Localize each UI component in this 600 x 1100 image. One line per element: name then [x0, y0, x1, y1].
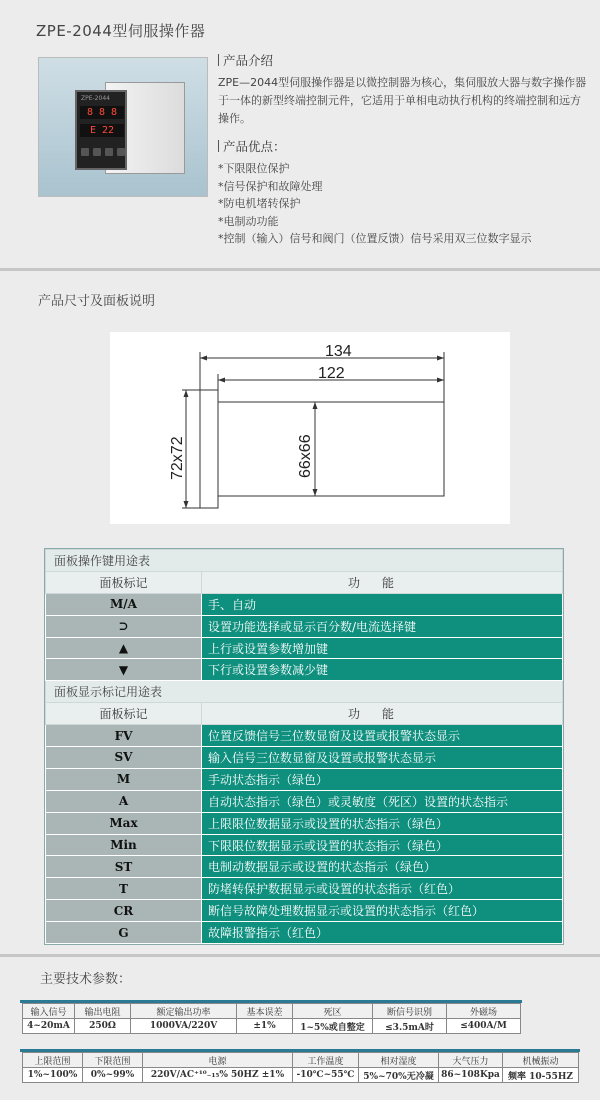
advantage-item: * 信号保护和故障处理 [218, 178, 590, 196]
advantage-item: * 电制动功能 [218, 213, 590, 231]
table-row [46, 725, 563, 747]
section-divider [0, 954, 600, 957]
spec-value: 86~108Kpa [439, 1068, 503, 1083]
table-row [46, 747, 563, 769]
key-mark: ⊃ [46, 615, 202, 637]
spec-value: 1~5%或自整定 [293, 1019, 373, 1034]
display-mark: ST [46, 856, 202, 878]
tech-params-title: 主要技术参数： [40, 972, 132, 987]
spec-header: 额定输出功率 [131, 1004, 237, 1019]
panel-table [45, 549, 563, 944]
spec-value: 250Ω [75, 1019, 131, 1034]
display-function: 防堵转保护数据显示或设置的状态指示（红色） [202, 878, 563, 900]
table-row [46, 922, 563, 944]
led-display-bottom: E 22 [80, 124, 124, 137]
key-mark: M/A [46, 593, 202, 615]
display-function: 输入信号三位数显窗及设置或报警状态显示 [202, 747, 563, 769]
table-row [46, 615, 563, 637]
display-function: 故障报警指示（红色） [202, 922, 563, 944]
dimension-diagram [110, 332, 510, 524]
advantages-heading: 产品优点： [218, 138, 590, 156]
section-divider [0, 268, 600, 271]
spec-value: 频率 10-55HZ [503, 1068, 579, 1083]
spec-value: -10℃~55℃ [293, 1068, 359, 1083]
spec-value: ±1% [237, 1019, 293, 1034]
display-function: 电制动数据显示或设置的状态指示（绿色） [202, 856, 563, 878]
keys-col-function: 功能 [202, 571, 563, 593]
advantage-item: * 控制（输入）信号和阀门（位置反馈）信号采用双三位数字显示 [218, 230, 590, 248]
front-bezel-outline [200, 390, 218, 508]
dim-122-label: 122 [318, 365, 345, 382]
dimension-drawing [110, 332, 510, 524]
spec-header: 输出电阻 [75, 1004, 131, 1019]
table-row [46, 900, 563, 922]
spec-header: 上限范围 [23, 1053, 83, 1068]
table-row [46, 790, 563, 812]
device-panel [75, 90, 127, 170]
display-col-mark: 面板标记 [46, 703, 202, 725]
table-row [46, 812, 563, 834]
table-row [46, 593, 563, 615]
spec-header: 输入信号 [23, 1004, 75, 1019]
spec-header: 相对湿度 [359, 1053, 439, 1068]
spec-header: 机械振动 [503, 1053, 579, 1068]
table-row [46, 659, 563, 681]
key-mark: ▼ [46, 659, 202, 681]
table-row [46, 768, 563, 790]
keys-col-mark: 面板标记 [46, 571, 202, 593]
display-mark: T [46, 878, 202, 900]
spec-header: 死区 [293, 1004, 373, 1019]
display-mark: Min [46, 834, 202, 856]
spec-header: 电源 [143, 1053, 293, 1068]
dimensions-title: 产品尺寸及面板说明 [38, 294, 156, 309]
spec-value: 1%~100% [23, 1068, 83, 1083]
spec-value: ≤3.5mA时 [373, 1019, 447, 1034]
panel-tables [44, 548, 564, 945]
led-display-top: 8 8 8 [80, 106, 124, 119]
advantage-item: * 下限限位保护 [218, 160, 590, 178]
display-mark: SV [46, 747, 202, 769]
device-keys [81, 142, 125, 162]
spec-value: 220V/AC⁺¹⁰₋₁₅% 50HZ ±1% [143, 1068, 293, 1083]
page-title: ZPE-2044型伺服操作器 [36, 22, 206, 40]
spec-header: 下限范围 [83, 1053, 143, 1068]
advantages-section [218, 138, 590, 248]
servo-operator-image [57, 76, 191, 180]
table-row [46, 856, 563, 878]
display-function: 上限限位数据显示或设置的状态指示（绿色） [202, 812, 563, 834]
display-function: 手动状态指示（绿色） [202, 768, 563, 790]
key-function: 上行或设置参数增加键 [202, 637, 563, 659]
display-function: 下限限位数据显示或设置的状态指示（绿色） [202, 834, 563, 856]
advantages-list [218, 160, 590, 248]
spec-header: 断信号识别 [373, 1004, 447, 1019]
display-mark: CR [46, 900, 202, 922]
spec-value: 0%~99% [83, 1068, 143, 1083]
spec-table-2 [22, 1052, 579, 1083]
dim-66-label: 66x66 [297, 434, 314, 478]
product-intro [218, 52, 590, 248]
display-mark: Max [46, 812, 202, 834]
spec-header: 工作温度 [293, 1053, 359, 1068]
spec-value: 1000VA/220V [131, 1019, 237, 1034]
display-function: 断信号故障处理数据显示或设置的状态指示（红色） [202, 900, 563, 922]
table-row [46, 878, 563, 900]
intro-heading: 产品介绍 [218, 52, 590, 70]
dim-134-label: 134 [325, 343, 352, 360]
table-row [46, 637, 563, 659]
key-function: 设置功能选择或显示百分数/电流选择键 [202, 615, 563, 637]
spec-header: 基本误差 [237, 1004, 293, 1019]
display-mark: FV [46, 725, 202, 747]
display-mark: A [46, 790, 202, 812]
spec-value: 4~20mA [23, 1019, 75, 1034]
display-col-function: 功能 [202, 703, 563, 725]
key-function: 手、自动 [202, 593, 563, 615]
intro-text: ZPE—2044型伺服操作器是以微控制器为核心，集伺服放大器与数字操作器于一体的新型终端控制元件，它适用于单相电动执行机构的终端控制和远方操作。 [218, 76, 587, 125]
spec-table-1 [22, 1003, 521, 1034]
spec-value: ≤400A/M [447, 1019, 521, 1034]
display-function: 自动状态指示（绿色）或灵敏度（死区）设置的状态指示 [202, 790, 563, 812]
spec-header: 大气压力 [439, 1053, 503, 1068]
advantage-item: * 防电机堵转保护 [218, 195, 590, 213]
dim-72-label: 72x72 [169, 436, 186, 480]
spec-header: 外磁场 [447, 1004, 521, 1019]
table-row [46, 834, 563, 856]
product-photo [38, 57, 208, 197]
body-outline [218, 402, 444, 496]
display-mark: G [46, 922, 202, 944]
spec-value: 5%~70%无冷凝 [359, 1068, 439, 1083]
key-function: 下行或设置参数减少键 [202, 659, 563, 681]
display-function: 位置反馈信号三位数显窗及设置或报警状态显示 [202, 725, 563, 747]
device-model-label: ZPE-2044 [81, 95, 110, 102]
keys-table-caption: 面板操作键用途表 [46, 550, 563, 572]
display-table-caption: 面板显示标记用途表 [46, 681, 563, 703]
display-mark: M [46, 768, 202, 790]
key-mark: ▲ [46, 637, 202, 659]
